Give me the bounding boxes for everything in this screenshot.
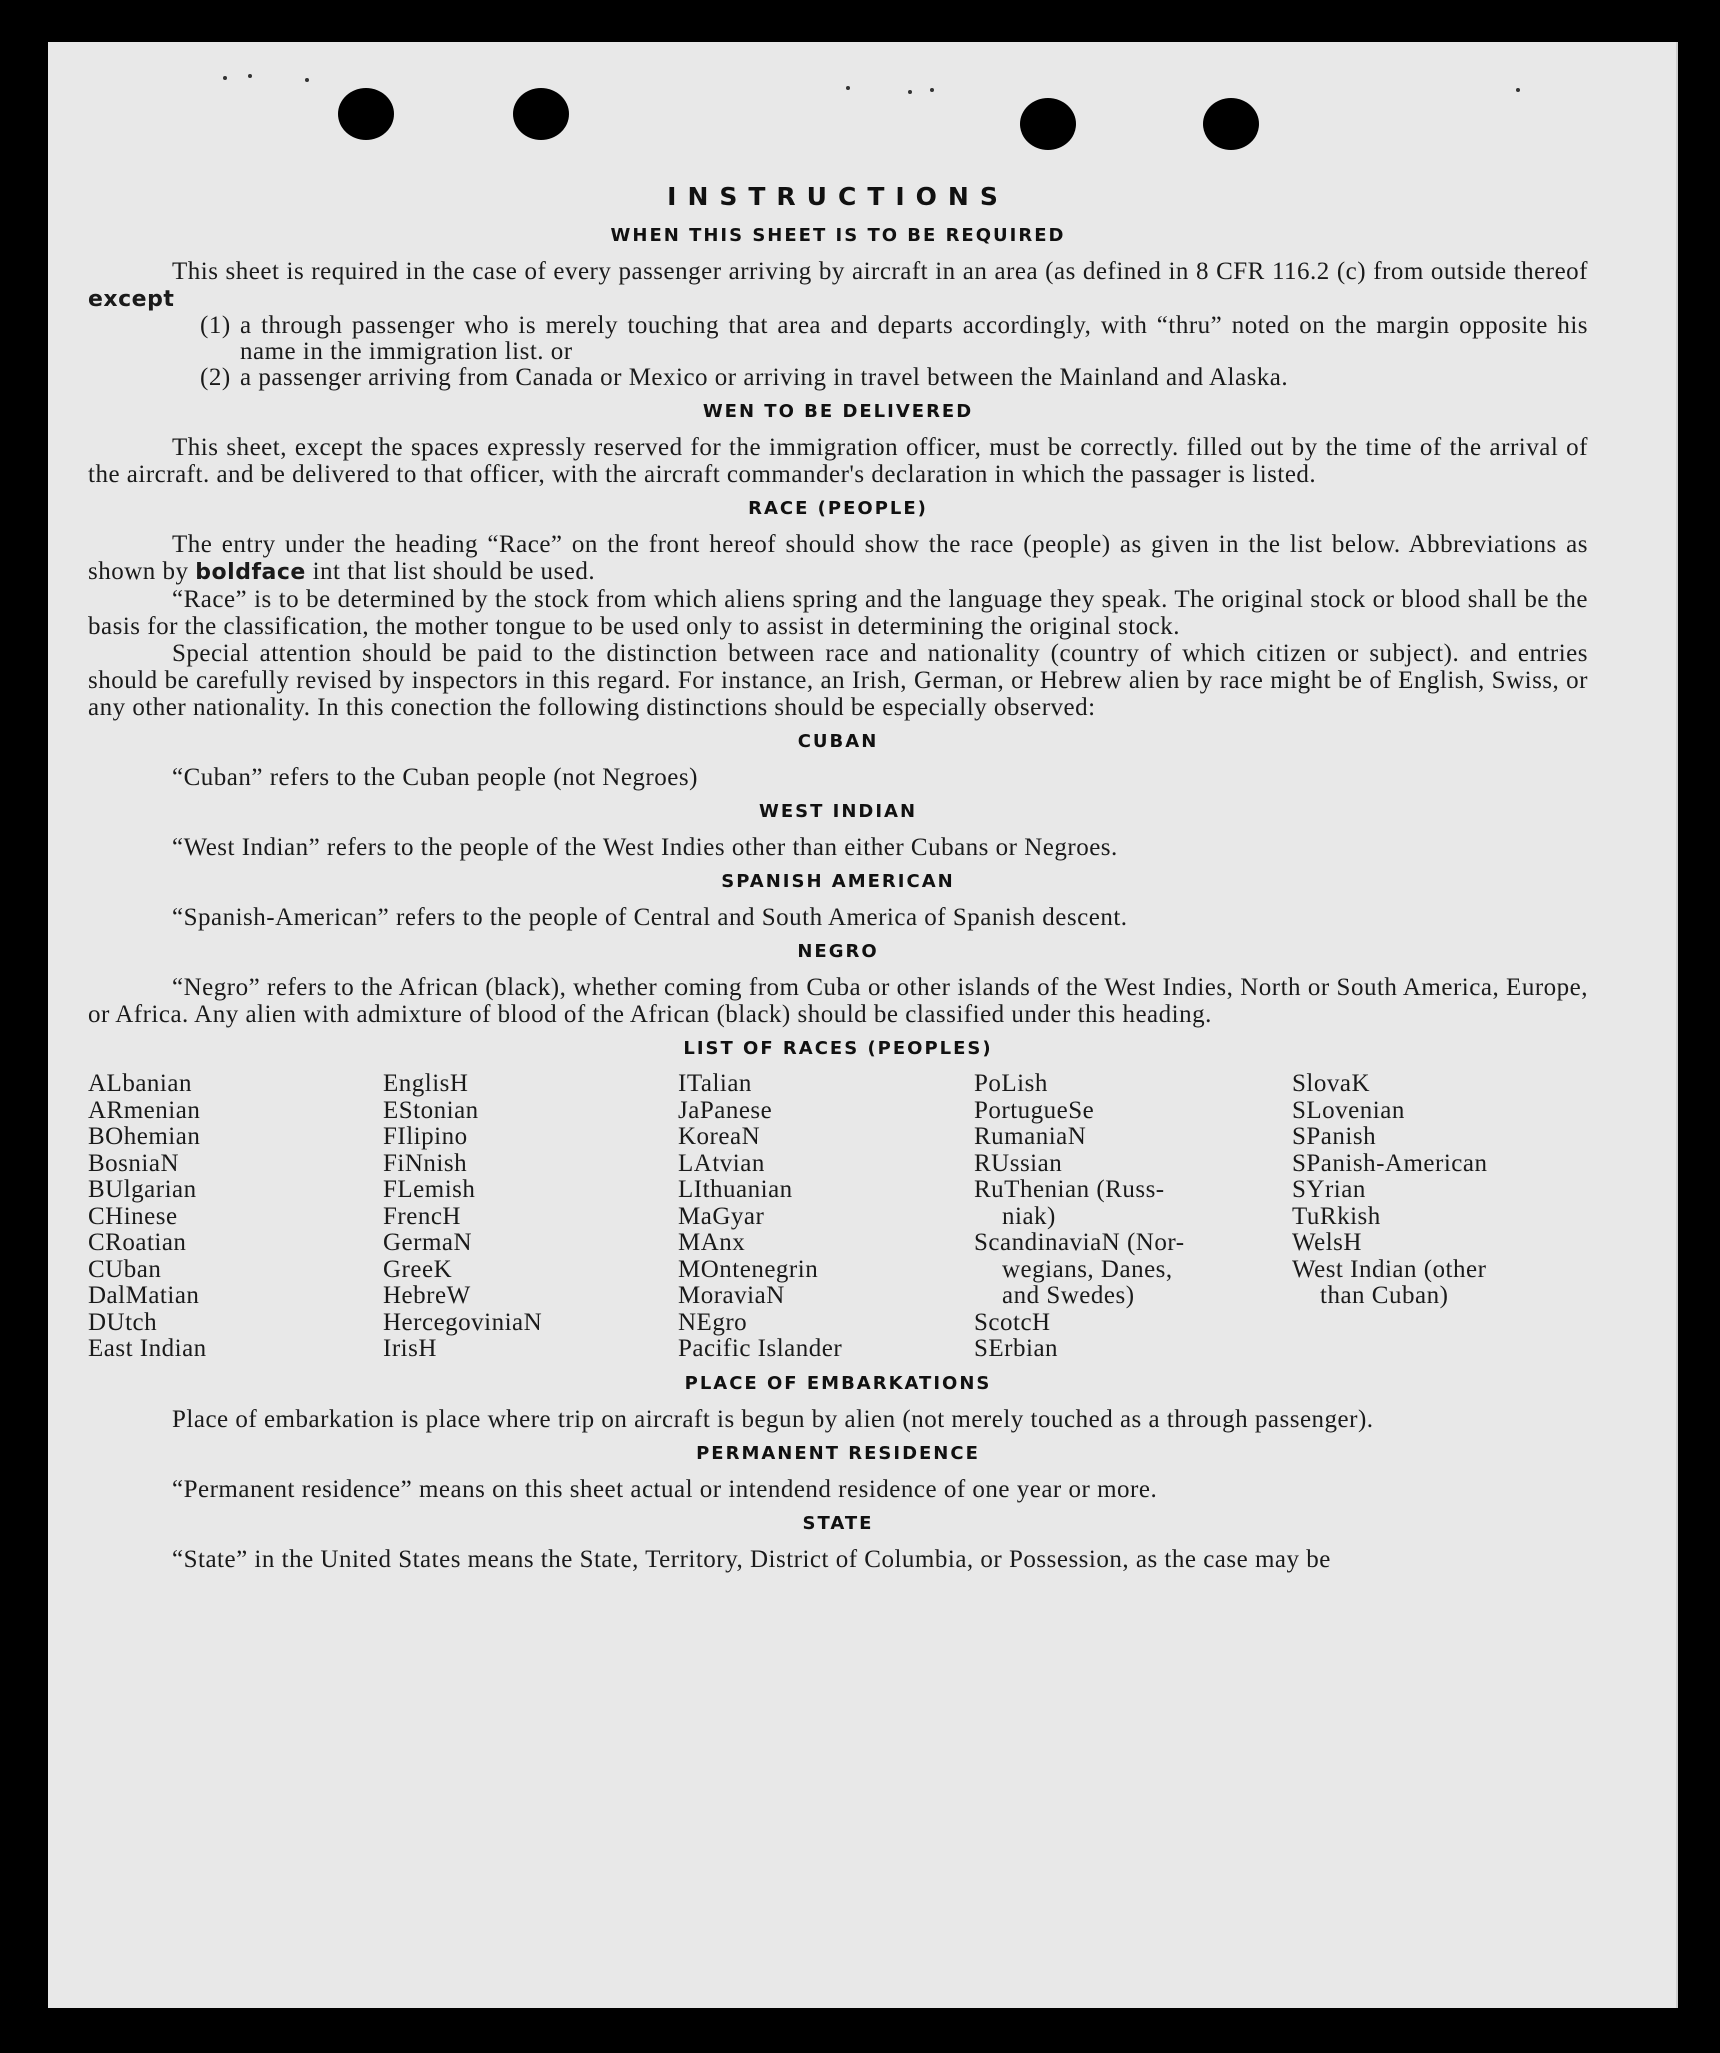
race-entry: FrencH <box>383 1202 461 1230</box>
race-entry: PortugueSe <box>974 1096 1095 1124</box>
heading-embarkation: PLACE OF EMBARKATIONS <box>684 1372 992 1394</box>
punch-hole <box>513 88 569 140</box>
race-entry: WelsH <box>1292 1229 1362 1256</box>
race-entry: MAnx <box>678 1229 746 1256</box>
race-entry: HercegoviniaN <box>383 1308 543 1336</box>
keyword-except: except <box>88 287 175 312</box>
speck <box>223 76 227 80</box>
race-entry-continuation: niak) <box>1002 1202 1056 1230</box>
heading-spanish-american: SPANISH AMERICAN <box>721 871 955 892</box>
instructions-content <box>88 182 1588 1573</box>
speck <box>1516 88 1520 92</box>
race-entry: BOhemian <box>88 1123 201 1150</box>
heading-cuban: CUBAN <box>797 731 879 752</box>
race-entry: LAtvian <box>678 1149 765 1177</box>
race-entry: BUlgarian <box>88 1176 197 1203</box>
when-delivered-text: This sheet, except the spaces expressly reserved for the immigration officer, must be correctly. filled out by the time of the arrival of the aircraft. and be delivered to that officer, with the aircraft commander's declaration in which the passager is listed. <box>88 434 1588 488</box>
race-entry: LIthuanian <box>678 1176 793 1203</box>
race-entry: ALbanian <box>88 1070 192 1097</box>
race-entry: PoLish <box>974 1070 1048 1097</box>
race-entry: CRoatian <box>88 1229 187 1256</box>
race-entry: GermaN <box>383 1229 473 1256</box>
speck <box>908 90 912 94</box>
race-entry: FiNnish <box>383 1149 468 1177</box>
heading-permanent-residence: PERMANENT RESIDENCE <box>696 1442 980 1464</box>
race-entry: SLovenian <box>1292 1096 1405 1124</box>
race-entry: SlovaK <box>1292 1070 1370 1097</box>
race-entry: KoreaN <box>678 1123 761 1150</box>
race-entry: MOntenegrin <box>678 1255 819 1283</box>
heading-race: RACE (PEOPLE) <box>748 498 928 519</box>
race-paragraph-2: “Race” is to be determined by the stock from which aliens spring and the language they speak. The original stock or blood shall be the basis for the classification, the mother tongue to be used only to assist in determining the original stock. <box>88 586 1588 640</box>
speck <box>305 78 309 82</box>
race-entry: CHinese <box>88 1202 178 1230</box>
race-entry: Pacific Islander <box>678 1335 843 1362</box>
race-entry: ITalian <box>678 1070 752 1097</box>
race-entry: DalMatian <box>88 1282 200 1309</box>
speck <box>846 86 850 90</box>
speck <box>930 88 934 92</box>
race-entry: DUtch <box>88 1308 158 1336</box>
race-column <box>1292 1071 1582 1363</box>
race-entry: RUssian <box>974 1149 1063 1177</box>
race-entry: East Indian <box>88 1335 207 1362</box>
heading-list-of-races: LIST OF RACES (PEOPLES) <box>683 1038 993 1059</box>
race-entry: ScotcH <box>974 1308 1051 1336</box>
heading-negro: NEGRO <box>797 941 879 962</box>
race-column <box>383 1071 678 1363</box>
race-list <box>88 1071 1588 1363</box>
race-entry: SPanish-American <box>1292 1149 1488 1177</box>
race-entry: MoraviaN <box>678 1282 785 1309</box>
race-entry: RumaniaN <box>974 1123 1087 1150</box>
race-entry: EnglisH <box>383 1070 469 1097</box>
heading-when-required: WHEN THIS SHEET IS TO BE REQUIRED <box>610 225 1066 246</box>
race-column <box>974 1071 1292 1363</box>
race-entry: ScandinaviaN (Nor- <box>974 1229 1185 1256</box>
keyword-boldface: boldface <box>195 560 306 585</box>
embarkation-text: Place of embarkation is place where trip on aircraft is begun by alien (not merely touched as a through passenger). <box>172 1405 1374 1433</box>
spanish-american-text: “Spanish-American” refers to the people of Central and South America of Spanish descent. <box>172 904 1128 931</box>
heading-west-indian: WEST INDIAN <box>758 801 918 822</box>
race-entry: ARmenian <box>88 1096 201 1124</box>
cuban-text: “Cuban” refers to the Cuban people (not Negroes) <box>172 764 698 791</box>
list-item: (1) a through passenger who is merely touching that area and departs accordingly, with “thru” noted on the margin opposite his name in the immigration list. or <box>200 312 1588 365</box>
race-entry: JaPanese <box>678 1096 773 1124</box>
race-entry: SPanish <box>1292 1123 1377 1150</box>
race-entry: MaGyar <box>678 1202 765 1230</box>
race-entry-continuation: and Swedes) <box>1002 1282 1135 1309</box>
race-entry: BosniaN <box>88 1149 179 1177</box>
race-paragraph-3: Special attention should be paid to the distinction between race and nationality (country of which citizen or subject). and entries should be carefully revised by inspectors in this regard. For instance, an Irish, German, or Hebrew alien by race might be of English, Swiss, or any other nationality. In this conection the following distinctions should be especially observed: <box>88 640 1588 721</box>
race-entry: EStonian <box>383 1096 479 1124</box>
speck <box>248 74 252 78</box>
race-entry: FLemish <box>383 1176 476 1203</box>
race-entry: SYrian <box>1292 1176 1366 1203</box>
west-indian-text: “West Indian” refers to the people of the West Indies other than either Cubans or Negroes. <box>172 834 1118 861</box>
list-item: (2) a passenger arriving from Canada or Mexico or arriving in travel between the Mainland and Alaska. <box>200 364 1289 391</box>
punch-hole <box>338 88 394 140</box>
punch-hole <box>1203 98 1259 150</box>
race-entry: IrisH <box>383 1335 437 1362</box>
page-title: INSTRUCTIONS <box>667 182 1009 211</box>
race-entry: HebreW <box>383 1282 471 1309</box>
race-column <box>678 1071 974 1363</box>
when-required-intro: This sheet is required in the case of every passenger arriving by aircraft in an area (as defined in 8 CFR 116.2 (c) from outside thereof except <box>88 258 1588 312</box>
race-entry-continuation: than Cuban) <box>1320 1282 1449 1309</box>
residence-text: “Permanent residence” means on this sheet actual or intendend residence of one year or more. <box>172 1475 1158 1503</box>
race-paragraph-1: The entry under the heading “Race” on the front hereof should show the race (people) as given in the list below. Abbreviations as shown by boldface int that list should be used. <box>88 531 1588 585</box>
heading-state: STATE <box>802 1512 874 1534</box>
race-entry: NEgro <box>678 1308 748 1336</box>
race-entry: GreeK <box>383 1255 453 1283</box>
race-entry: West Indian (other <box>1292 1255 1487 1283</box>
state-text: “State” in the United States means the State, Territory, District of Columbia, or Possession, as the case may be <box>172 1545 1331 1573</box>
race-entry: TuRkish <box>1292 1202 1381 1230</box>
punch-hole <box>1020 98 1076 150</box>
race-entry: CUban <box>88 1255 162 1283</box>
race-column <box>88 1071 383 1363</box>
heading-when-delivered: WEN TO BE DELIVERED <box>702 401 974 422</box>
negro-text: “Negro” refers to the African (black), whether coming from Cuba or other islands of the West Indies, North or South America, Europe, or Africa. Any alien with admixture of blood of the African (black) should be classified under this heading. <box>88 974 1588 1028</box>
document-page <box>48 42 1678 2008</box>
race-entry: FIlipino <box>383 1123 468 1150</box>
race-entry: SErbian <box>974 1335 1059 1362</box>
race-entry-continuation: wegians, Danes, <box>1002 1255 1173 1283</box>
race-entry: RuThenian (Russ- <box>974 1176 1165 1203</box>
